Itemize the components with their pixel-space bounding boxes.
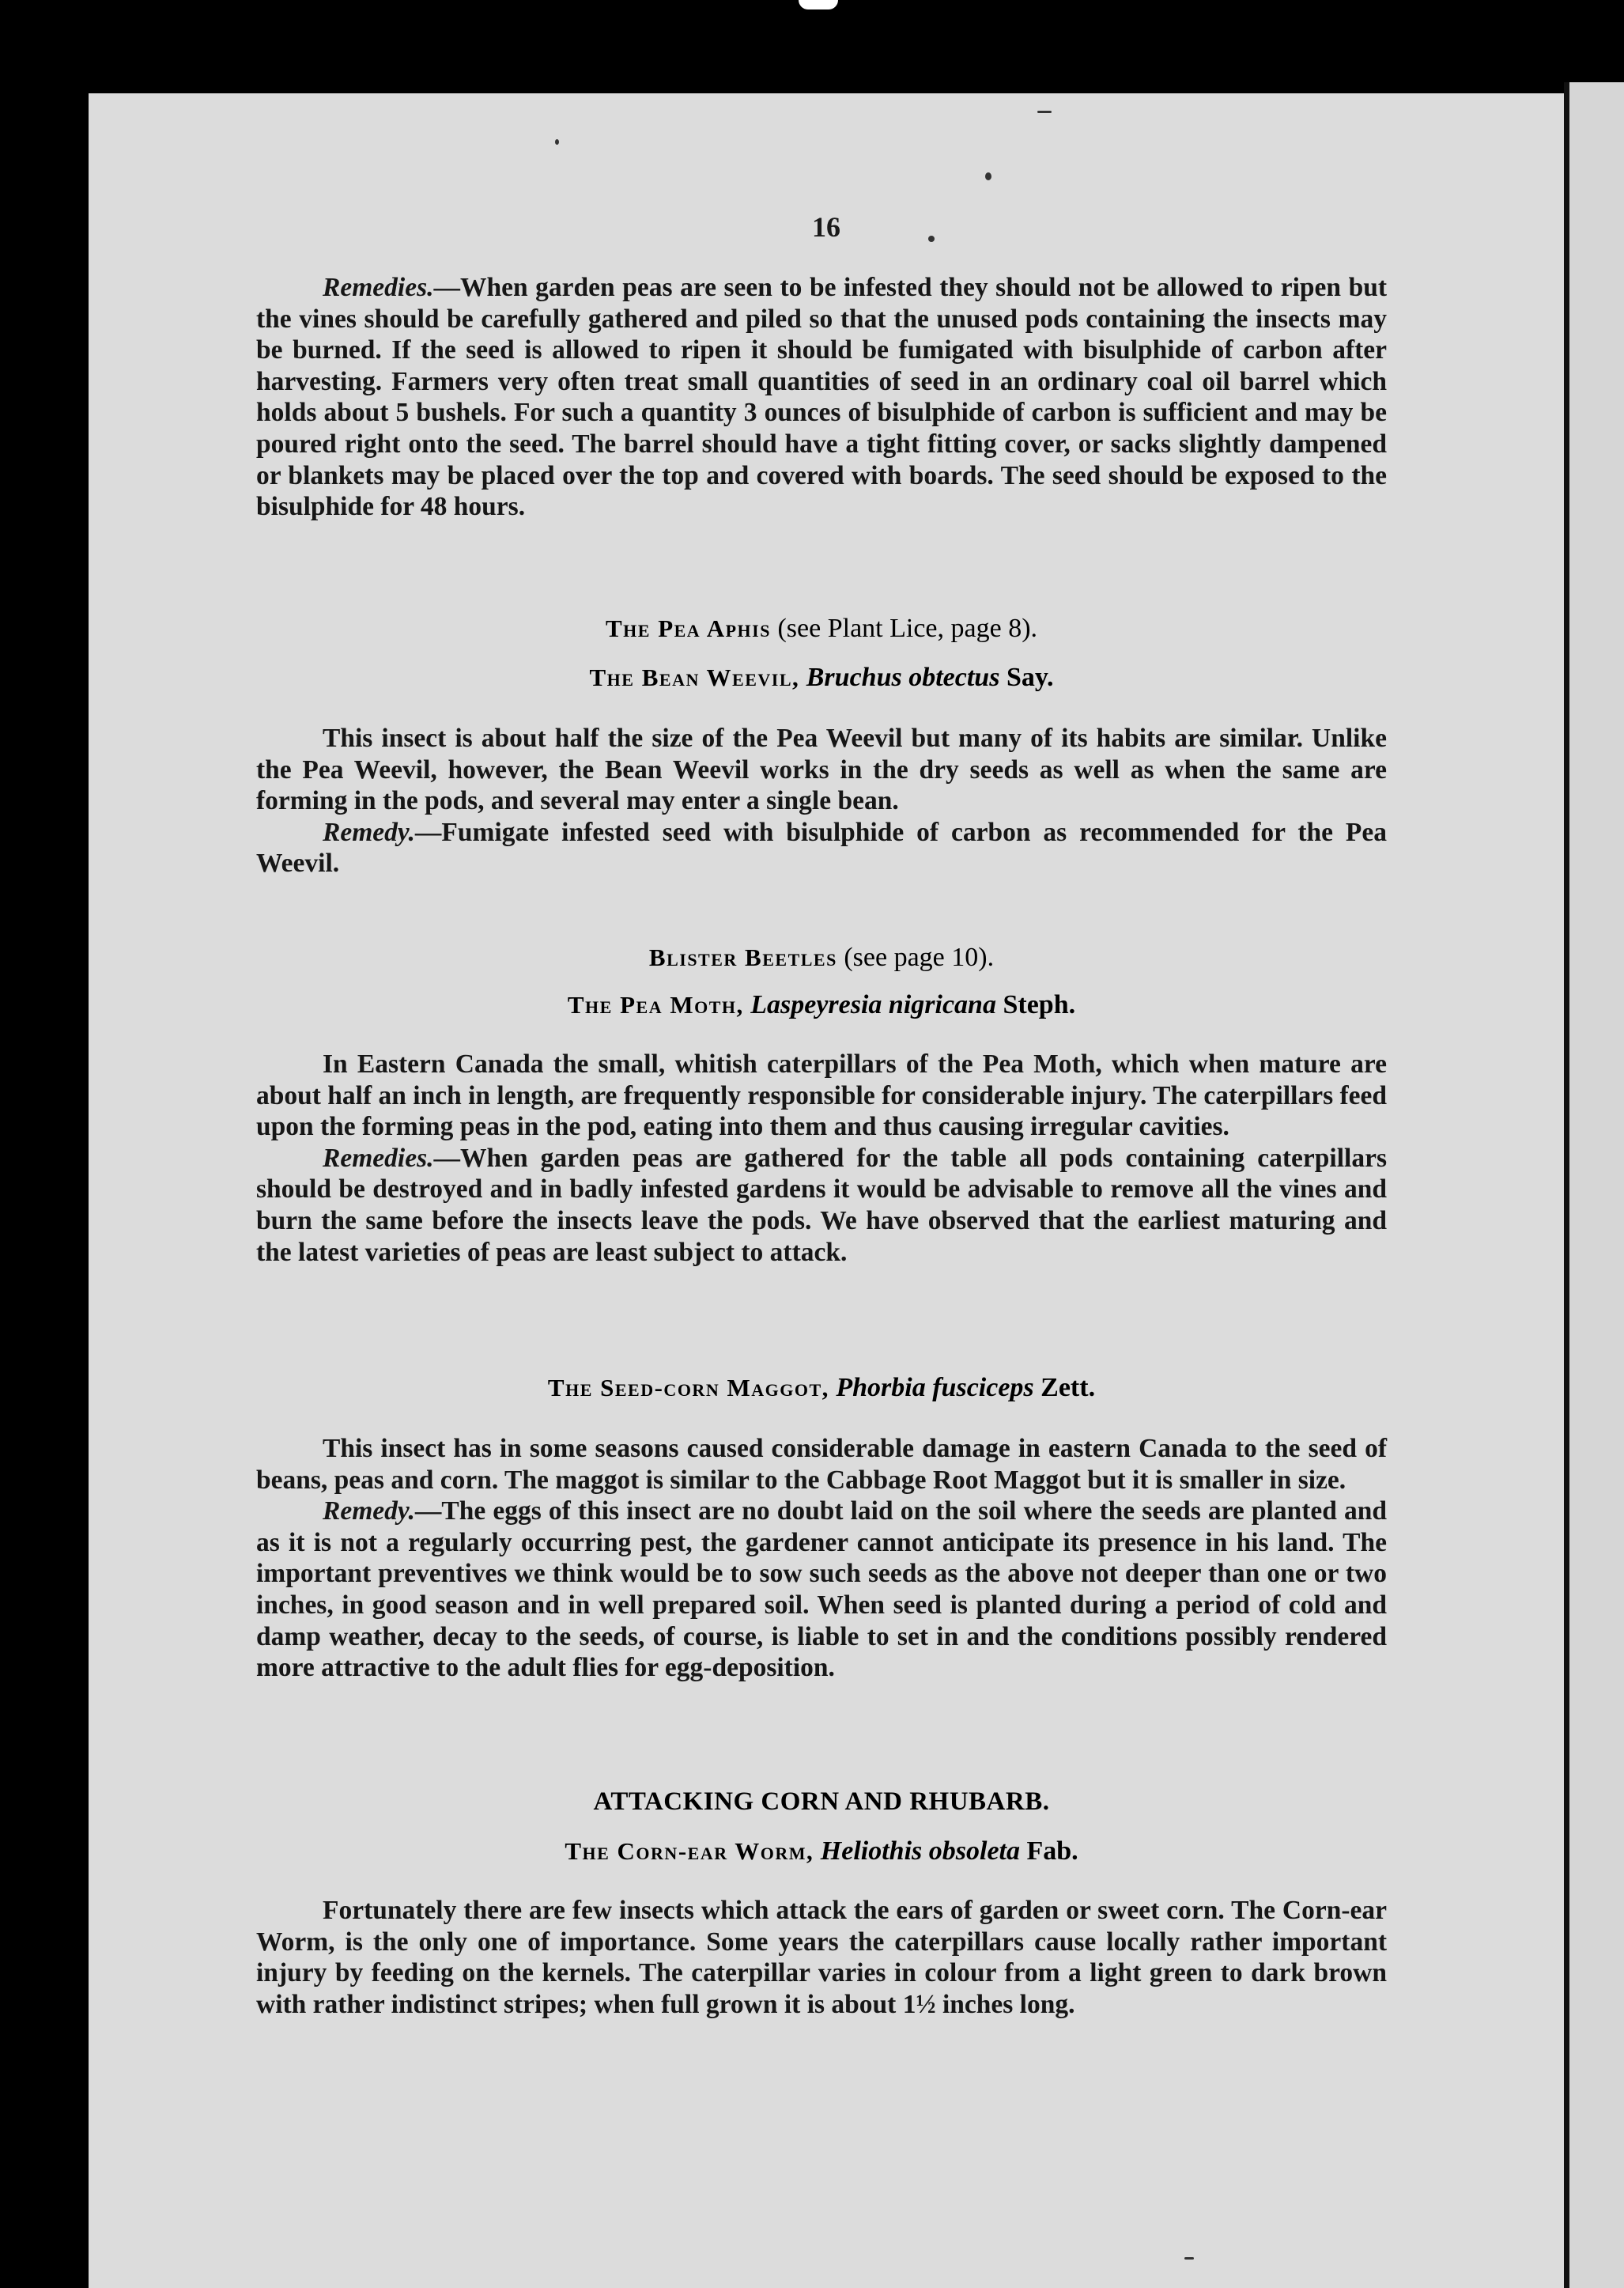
bean-weevil-body <box>256 723 1387 879</box>
scan-artifact <box>799 0 838 9</box>
seed-corn-maggot-name: The Seed-corn Maggot, <box>547 1374 829 1401</box>
blister-beetles-heading <box>256 943 1387 973</box>
corn-ear-worm-heading <box>256 1836 1387 1866</box>
bean-weevil-author: Say. <box>1006 663 1054 692</box>
section-heading <box>256 1787 1387 1817</box>
pea-moth-heading <box>256 990 1387 1020</box>
bean-weevil-heading <box>256 663 1387 693</box>
bean-weevil-name: The Bean Weevil, <box>589 664 800 691</box>
blister-beetles-name: Blister Beetles <box>648 944 837 971</box>
remedies-lead: Remedies. <box>323 1143 434 1173</box>
seed-corn-maggot-body <box>256 1433 1387 1684</box>
pea-aphis-name: The Pea Aphis <box>605 615 771 642</box>
remedy-text: —The eggs of this insect are no doubt laid on the soil where the seeds are planted and as it is not a regularly occurring pest, the gardener cannot anticipate its presence in his land. The important preventives we think would be to sow such seeds as the above not deeper than one or two inches, in good season and in well prepared soil. When seed is planted during a period of cold and damp weather, decay to the seeds, of course, is liable to set in and the conditions possibly rendered more attractive to the adult flies for egg-deposition. <box>256 1496 1387 1683</box>
remedies-lead: Remedies. <box>323 273 434 302</box>
adjacent-page-edge <box>1569 82 1624 2288</box>
section-heading-text: ATTACKING CORN AND RHUBARB. <box>593 1787 1050 1816</box>
pea-weevil-remedies <box>256 272 1387 523</box>
corn-ear-worm-name: The Corn-ear Worm, <box>565 1837 814 1865</box>
pea-moth-author: Steph. <box>1003 990 1076 1019</box>
remedies-paragraph <box>256 272 1387 523</box>
page-sheet <box>89 93 1564 2288</box>
pea-aphis-ref: (see Plant Lice, page 8). <box>777 614 1038 643</box>
scan-speck <box>985 172 991 180</box>
scan-speck <box>1184 2257 1194 2260</box>
seed-corn-maggot-paragraph: This insect has in some seasons caused considerable damage in eastern Canada to the seed of beans, peas and corn. The maggot is similar to the Cabbage Root Maggot but it is smaller in size. <box>256 1434 1387 1495</box>
corn-ear-worm-author: Fab. <box>1026 1836 1078 1866</box>
scan-speck <box>555 139 559 145</box>
bean-weevil-paragraph: This insect is about half the size of the Pea Weevil but many of its habits are similar. Unlike the Pea Weevil, however, the Bean Weevil works in the dry seeds as well as when the same are forming in the pods, and several may enter a single bean. <box>256 724 1387 816</box>
remedies-text: —When garden peas are seen to be infested they should not be allowed to ripen but the vines should be carefully gathered and piled so that the unused pods containing the insects may be burned. If the seed is allowed to ripen it should be fumigated with bisulphide of carbon after harvesting. Farmers very often treat small quantities of seed in an ordinary coal oil barrel which holds about 5 bushels. For such a quantity 3 ounces of bisulphide of carbon is sufficient and may be poured right onto the seed. The barrel should have a tight fitting cover, or sacks slightly dampened or blankets may be placed over the top and covered with boards. The seed should be exposed to the bisulphide for 48 hours. <box>256 273 1387 522</box>
bean-weevil-latin: Bruchus obtectus <box>806 663 1000 692</box>
bean-weevil-remedy <box>256 817 1387 879</box>
pea-moth-remedies <box>256 1143 1387 1268</box>
pea-moth-paragraph: In Eastern Canada the small, whitish caterpillars of the Pea Moth, which when mature are about half an inch in length, are frequently responsible for considerable injury. The caterpillars feed upon the forming peas in the pod, eating into them and thus causing irregular cavities. <box>256 1049 1388 1142</box>
seed-corn-maggot-latin: Phorbia fusciceps <box>836 1373 1034 1402</box>
pea-moth-body <box>256 1049 1387 1268</box>
remedy-lead: Remedy. <box>323 1496 415 1526</box>
blister-beetles-ref: (see page 10). <box>844 943 995 972</box>
scan-speck <box>1037 111 1052 113</box>
corn-ear-worm-paragraph: Fortunately there are few insects which attack the ears of garden or sweet corn. The Corn-ear Worm, is the only one of importance. Some years the caterpillars cause locally rather important injury by feeding on the kernels. The caterpillar varies in colour from a light green to dark brown with rather indistinct stripes; when full grown it is about 1½ inches long. <box>256 1896 1387 2019</box>
page-gutter <box>1564 82 1569 2288</box>
seed-corn-maggot-remedy <box>256 1496 1387 1684</box>
remedy-lead: Remedy. <box>323 817 415 847</box>
pea-moth-latin: Laspeyresia nigricana <box>750 990 996 1019</box>
seed-corn-maggot-author: Zett. <box>1040 1373 1096 1402</box>
page-number: 16 <box>812 211 840 243</box>
pea-aphis-heading <box>256 614 1387 644</box>
corn-ear-worm-latin: Heliothis obsoleta <box>820 1836 1020 1866</box>
scan-speck <box>928 236 935 242</box>
seed-corn-maggot-heading <box>256 1373 1387 1403</box>
corn-ear-worm-body <box>256 1895 1387 2020</box>
remedy-text: —Fumigate infested seed with bisulphide of carbon as recommended for the Pea Weevil. <box>256 817 1387 879</box>
pea-moth-name: The Pea Moth, <box>567 991 744 1019</box>
remedies-text: —When garden peas are gathered for the table all pods containing caterpillars should be destroyed and in badly infested gardens it would be advisable to remove all the vines and burn the same before the insects leave the pods. We have observed that the earliest maturing and the latest varieties of peas are least subject to attack. <box>256 1143 1387 1267</box>
